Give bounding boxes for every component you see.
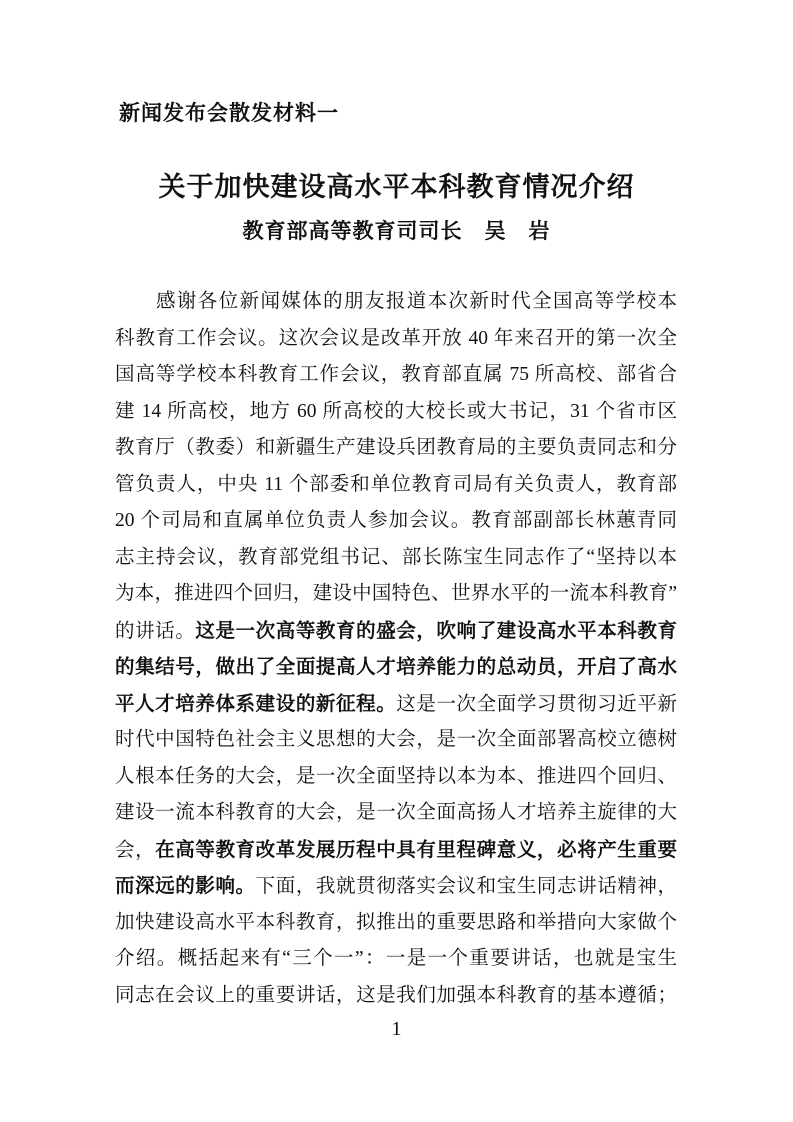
body-line (115, 759, 677, 796)
body-text-emphasis: 在高等教育改革发展历程中具有里程碑意义，必将产生重要 (155, 838, 677, 861)
body-line (115, 576, 677, 613)
body-line (115, 649, 677, 686)
body-line (115, 430, 677, 467)
body-text-emphasis: 平人才培养体系建设的新征程。 (115, 692, 397, 715)
body-line (115, 832, 677, 869)
body-text: 介绍。概括起来有“三个一”：一是一个重要讲话，也就是宝生 (115, 948, 677, 969)
body-text: 同志在会议上的重要讲话，这是我们加强本科教育的基本遵循； (115, 984, 677, 1006)
body-line (115, 613, 677, 650)
body-line (115, 357, 677, 394)
body-line (115, 394, 677, 431)
body-line (115, 686, 677, 723)
body-text: 建 14 所高校，地方 60 所高校的大校长或大书记，31 个省市区 (115, 400, 677, 422)
body-line (115, 722, 677, 759)
body-text: 时代中国特色社会主义思想的大会，是一次全面部署高校立德树 (115, 729, 677, 750)
body-text: 科教育工作会议。这次会议是改革开放 40 年来召开的第一次全 (115, 327, 677, 349)
body-text: 20 个司局和直属单位负责人参加会议。教育部副部长林蕙青同 (115, 510, 677, 531)
body-text: 这是一次全面学习贯彻习近平新 (396, 693, 677, 715)
document-byline: 教育部高等教育司司长 吴 岩 (242, 219, 551, 243)
body-text: 感谢各位新闻媒体的朋友报道本次新时代全国高等学校本 (156, 291, 677, 312)
body-line (115, 503, 677, 540)
body-line (115, 978, 677, 1015)
body-line (115, 467, 677, 504)
body-text: 加快建设高水平本科教育，拟推出的重要思路和举措向大家做个 (115, 911, 677, 933)
body-text: 人根本任务的大会，是一次全面坚持以本为本、推进四个回归、 (115, 765, 677, 787)
body-line (115, 284, 677, 321)
body-paragraph (115, 284, 677, 1014)
header-note: 新闻发布会散发材料一 (119, 102, 339, 125)
body-text-emphasis: 的集结号，做出了全面提高人才培养能力的总动员，开启了高水 (115, 656, 677, 678)
body-line (115, 795, 677, 832)
body-line (115, 540, 677, 577)
document-title: 关于加快建设高水平本科教育情况介绍 (158, 172, 635, 202)
page-number: 1 (391, 1018, 402, 1040)
body-text: 教育厅（教委）和新疆生产建设兵团教育局的主要负责同志和分 (115, 437, 677, 458)
body-text: 志主持会议，教育部党组书记、部长陈宝生同志作了“坚持以本 (115, 546, 677, 568)
body-text: 管负责人，中央 11 个部委和单位教育司局有关负责人，教育部 (115, 473, 677, 495)
body-line (115, 941, 677, 978)
body-text: 为本，推进四个回归，建设中国特色、世界水平的一流本科教育” (115, 583, 677, 604)
body-text: 会， (115, 839, 156, 861)
body-text-emphasis: 而深远的影响。 (115, 875, 256, 897)
body-text: 的讲话。 (115, 620, 196, 642)
body-text: 下面，我就贯彻落实会议和宝生同志讲话精神， (255, 876, 677, 897)
body-text: 国高等学校本科教育工作会议，教育部直属 75 所高校、部省合 (115, 364, 677, 385)
body-line (115, 321, 677, 358)
body-line (115, 905, 677, 942)
body-text-emphasis: 这是一次高等教育的盛会，吹响了建设高水平本科教育 (195, 619, 677, 642)
body-text: 建设一流本科教育的大会，是一次全面高扬人才培养主旋律的大 (115, 802, 677, 823)
body-line (115, 868, 677, 905)
